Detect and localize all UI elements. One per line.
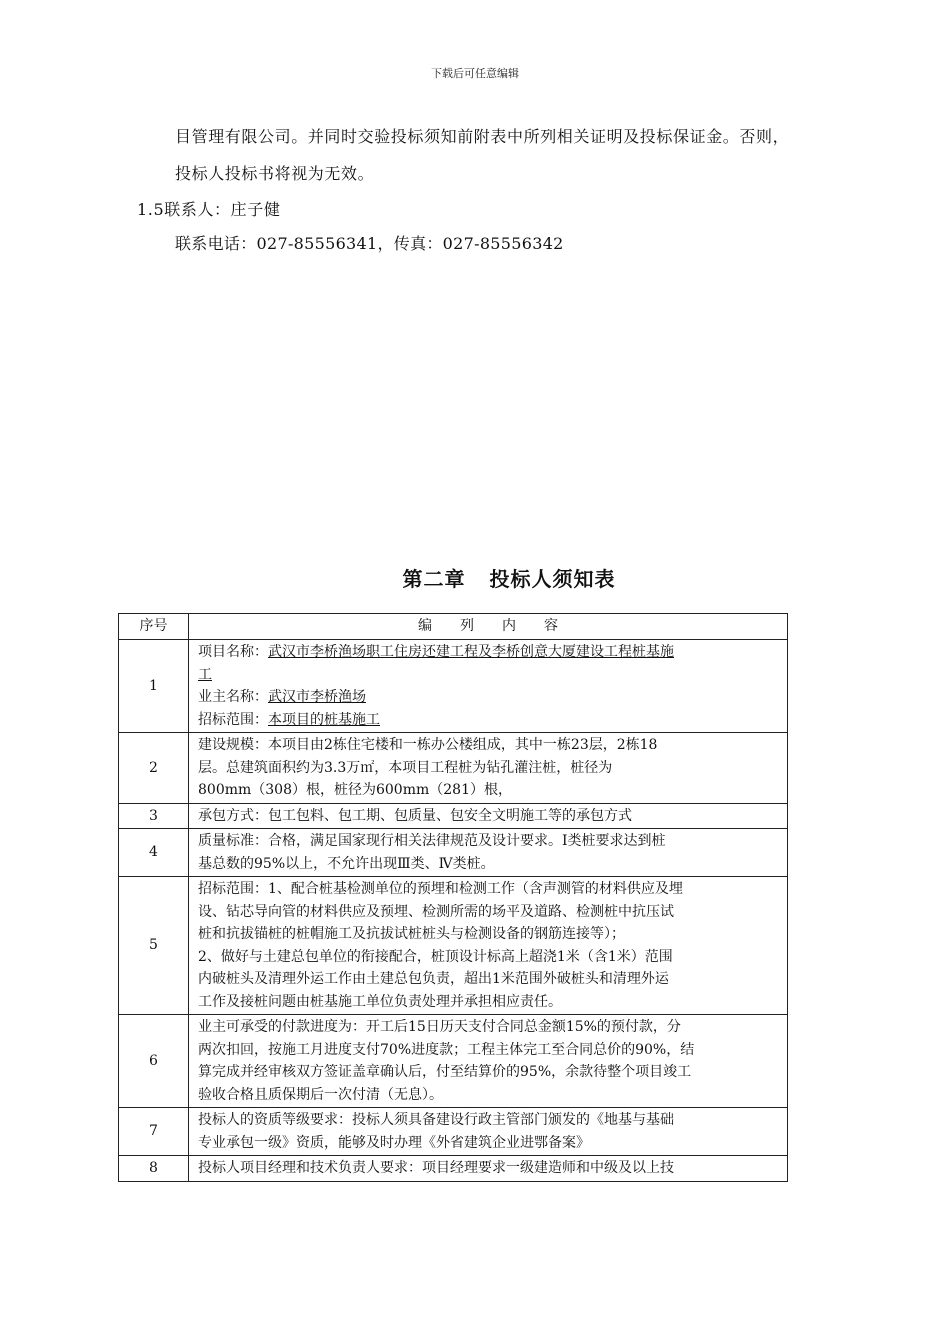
row-text-line: 内破桩头及清理外运工作由土建总包负责，超出1米范围外破桩头和清理外运	[198, 971, 669, 987]
row-text-line: 验收合格且质保期后一次付清（无息）。	[198, 1086, 443, 1103]
row-text-line: 算完成并经审核双方签证盖章确认后，付至结算价的95%，余款待整个项目竣工	[198, 1064, 692, 1080]
row-text-line: 专业承包一级》资质，能够及时办理《外省建筑企业进鄂备案》	[198, 1134, 590, 1151]
header-seq: 序号	[119, 614, 189, 640]
table-row	[119, 803, 788, 829]
row-content	[189, 733, 788, 804]
intro-line-1: 目管理有限公司。并同时交验投标须知前附表中所列相关证明及投标保证金。否则，	[175, 127, 790, 146]
table-row	[119, 829, 788, 877]
table-row	[119, 1108, 788, 1156]
contact-phone: 联系电话：027-85556341，传真：027-85556342	[175, 234, 564, 253]
table-row	[119, 733, 788, 804]
intro-line-2: 投标人投标书将视为无效。	[175, 164, 375, 183]
row-text-line: 基总数的95%以上，不允许出现Ⅲ类、Ⅳ类桩。	[198, 855, 495, 872]
row-text-line: 建设规模：本项目由2栋住宅楼和一栋办公楼组成，其中一栋23层，2栋18	[198, 737, 658, 753]
row-text-line: 桩和抗拔锚桩的桩帽施工及抗拔试桩桩头与检测设备的钢筋连接等）；	[198, 926, 625, 942]
row-text-line: 招标范围：1、配合桩基检测单位的预埋和检测工作（含声测管的材料供应及埋	[198, 881, 683, 897]
row-number: 4	[119, 829, 189, 877]
row-number: 7	[119, 1108, 189, 1156]
row-text-line: 承包方式：包工包料、包工期、包质量、包安全文明施工等的承包方式	[198, 807, 632, 824]
row-text-line: 层。总建筑面积约为3.3万㎡，本项目工程桩为钻孔灌注桩，桩径为	[198, 759, 613, 776]
owner-name-label: 业主名称：	[198, 689, 268, 705]
project-name-line	[198, 641, 779, 664]
row-number: 2	[119, 733, 189, 804]
row-content	[189, 829, 788, 877]
row-text-line: 投标人项目经理和技术负责人要求：项目经理要求一级建造师和中级及以上技	[198, 1160, 674, 1176]
chapter-name: 投标人须知表	[489, 567, 616, 591]
table-row	[119, 877, 788, 1015]
row-text-line: 业主可承受的付款进度为：开工后15日历天支付合同总金额15%的预付款，分	[198, 1019, 681, 1035]
row-text-line: 投标人的资质等级要求：投标人须具备建设行政主管部门颁发的《地基与基础	[198, 1112, 674, 1128]
page-header-note: 下载后可任意编辑	[431, 67, 519, 80]
owner-name-line	[198, 686, 779, 709]
row-number: 1	[119, 640, 189, 733]
bid-scope-value: 本项目的桩基施工	[268, 711, 380, 728]
row-number: 3	[119, 803, 189, 829]
row-content	[189, 640, 788, 733]
project-name-value: 武汉市李桥渔场职工住房还建工程及李桥创意大厦建设工程桩基施	[268, 644, 674, 660]
bid-scope-label: 招标范围：	[198, 711, 268, 728]
bidder-instructions-table	[118, 613, 788, 1182]
row-text-line: 800mm（308）根，桩径为600mm（281）根，	[198, 782, 512, 798]
row-content	[189, 803, 788, 829]
row-content	[189, 1015, 788, 1108]
row-number: 8	[119, 1156, 189, 1182]
row-number: 6	[119, 1015, 189, 1108]
row-text-line: 2、做好与土建总包单位的衔接配合，桩顶设计标高上超浇1米（含1米）范围	[198, 948, 673, 965]
table-row	[119, 640, 788, 733]
row-number: 5	[119, 877, 189, 1015]
table-header-row	[119, 614, 788, 640]
row-content	[189, 1156, 788, 1182]
table-row	[119, 1015, 788, 1108]
owner-name-value: 武汉市李桥渔场	[268, 689, 366, 705]
table-row	[119, 1156, 788, 1182]
header-content	[189, 614, 788, 640]
chapter-title	[0, 563, 950, 592]
contact-person: 1.5联系人：庄子健	[137, 200, 281, 219]
bid-scope-line	[198, 709, 779, 732]
header-content-label: 编列内容	[418, 618, 586, 635]
row-text-line: 两次扣回，按施工月进度支付70%进度款；工程主体完工至合同总价的90%，结	[198, 1041, 695, 1058]
project-name-label: 项目名称：	[198, 644, 268, 660]
row-text-line: 质量标准：合格，满足国家现行相关法律规范及设计要求。Ⅰ类桩要求达到桩	[198, 833, 666, 849]
row-text-line: 设、钻芯导向管的材料供应及预埋、检测所需的场平及道路、检测桩中抗压试	[198, 903, 674, 920]
project-name-value-cont: 工	[198, 666, 212, 683]
row-content	[189, 877, 788, 1015]
row-content	[189, 1108, 788, 1156]
row-text-line: 工作及接桩问题由桩基施工单位负责处理并承担相应责任。	[198, 993, 562, 1010]
chapter-label: 第二章	[402, 567, 466, 591]
